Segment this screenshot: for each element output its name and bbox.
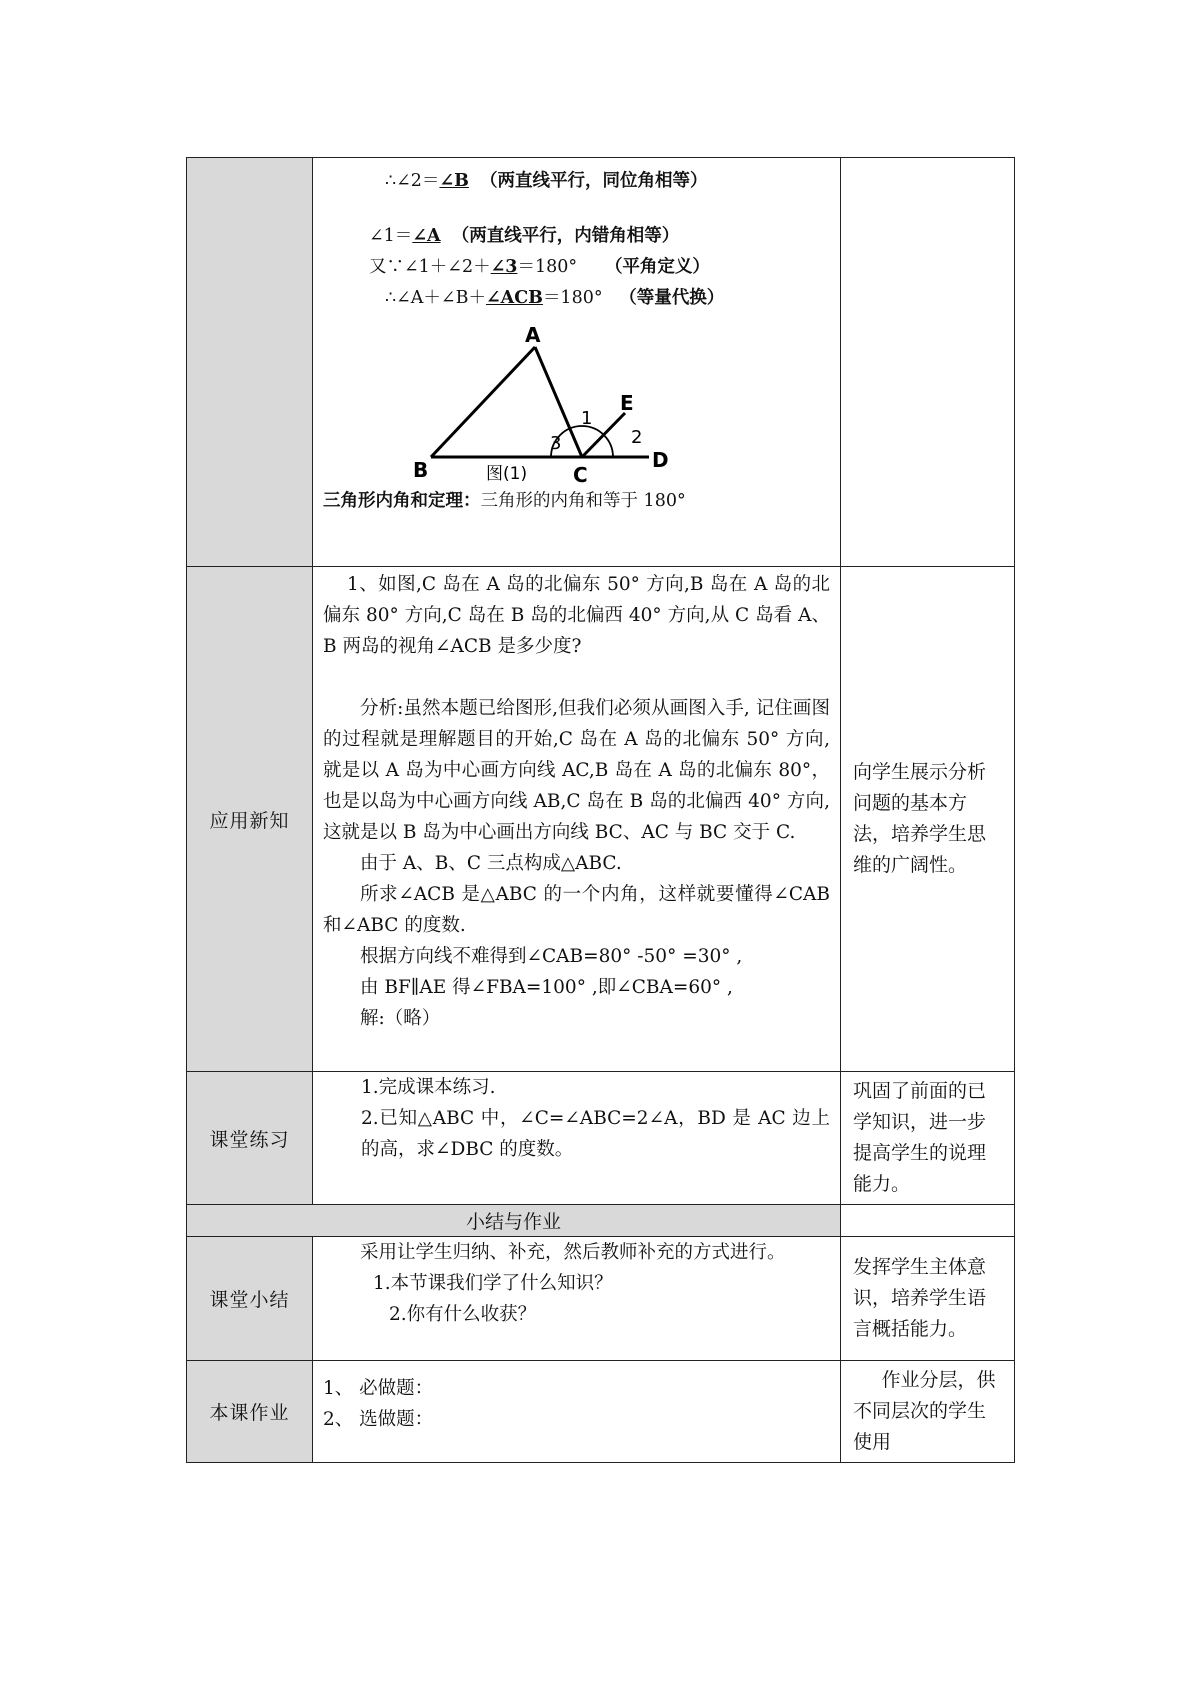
proof-line-3: 又∵∠1＋∠2＋∠3＝180° （平角定义） <box>369 257 710 277</box>
theorem-line <box>313 486 840 517</box>
label-e: E <box>620 391 634 415</box>
apply-row <box>187 567 1015 1072</box>
apply-question: 1、如图,C 岛在 A 岛的北偏东 50° 方向,B 岛在 A 岛的北偏东 80° 方向,C 岛在 B 岛的北偏西 40° 方向,从 C 岛看 A、B 两岛的视角∠ACB 是多少度? <box>323 574 830 657</box>
summary-label: 课堂小结 <box>187 1237 313 1361</box>
theorem-text: 三角形的内角和等于 180° <box>480 491 686 511</box>
practice-content <box>313 1072 841 1205</box>
proof-row <box>187 158 1015 567</box>
homework-label: 本课作业 <box>187 1361 313 1463</box>
apply-label: 应用新知 <box>187 567 313 1072</box>
apply-step-5: 解:（略） <box>360 1008 441 1029</box>
section-empty-cell <box>841 1205 1015 1237</box>
section-title: 小结与作业 <box>187 1205 841 1237</box>
angle-label-2: 2 <box>631 427 643 448</box>
section-row <box>187 1205 1015 1237</box>
apply-content <box>313 567 841 1072</box>
label-b: B <box>413 458 429 482</box>
practice-row <box>187 1072 1015 1205</box>
figure-caption: 图(1) <box>486 464 528 484</box>
homework-note: 作业分层，供不同层次的学生使用 <box>841 1361 1015 1463</box>
practice-label: 课堂练习 <box>187 1072 313 1205</box>
apply-note: 向学生展示分析问题的基本方法，培养学生思维的广阔性。 <box>841 567 1015 1072</box>
summary-intro: 采用让学生归纳、补充，然后教师补充的方式进行。 <box>360 1242 786 1263</box>
proof-cell <box>313 158 841 567</box>
apply-step-1: 由于 A、B、C 三点构成△ABC. <box>360 853 622 874</box>
practice-note: 巩固了前面的已学知识，进一步提高学生的说理能力。 <box>841 1072 1015 1205</box>
proof-label-cell <box>187 158 313 567</box>
angle-label-3: 3 <box>550 433 562 454</box>
label-c: C <box>573 463 588 484</box>
lesson-plan-table <box>186 157 1015 1463</box>
homework-item-1: 1、 必做题： <box>323 1378 434 1399</box>
apply-step-4: 由 BF∥AE 得∠FBA=100° ,即∠CBA=60° , <box>360 977 733 998</box>
summary-q1: 1.本节课我们学了什么知识？ <box>373 1273 613 1294</box>
proof-line-1: ∴∠2＝∠B （两直线平行，同位角相等） <box>385 171 708 191</box>
apply-analysis: 分析:虽然本题已给图形,但我们必须从画图入手, 记住画图的过程就是理解题目的开始,C 岛在 A 岛的北偏东 50° 方向,就是以 A 岛为中心画方向线 AC,B 岛在 A 岛的北偏东 80°，也是以岛为中心画方向线 AB,C 岛在 B 岛的北偏西 40° 方向,这就是以 B 岛为中心画出方向线 BC、AC 与 BC 交于 C. <box>323 698 830 843</box>
homework-content <box>313 1361 841 1463</box>
practice-item-1: 1.完成课本练习. <box>361 1077 496 1098</box>
summary-note: 发挥学生主体意识，培养学生语言概括能力。 <box>841 1237 1015 1361</box>
angle-label-1: 1 <box>581 408 593 429</box>
proof-note-cell <box>841 158 1015 567</box>
apply-step-2: 所求∠ACB 是△ABC 的一个内角，这样就要懂得∠CAB 和∠ABC 的度数. <box>323 884 830 936</box>
summary-q2: 2.你有什么收获？ <box>389 1304 537 1325</box>
homework-row <box>187 1361 1015 1463</box>
side-ab <box>431 347 535 457</box>
practice-item-2: 2.已知△ABC 中，∠C=∠ABC=2∠A，BD 是 AC 边上的高，求∠DBC 的度数。 <box>361 1108 830 1160</box>
apply-step-3: 根据方向线不难得到∠CAB=80° -50° =30° , <box>360 946 743 967</box>
summary-content <box>313 1237 841 1361</box>
label-a: A <box>525 323 541 347</box>
triangle-figure <box>313 314 841 484</box>
summary-row <box>187 1237 1015 1361</box>
proof-line-2: ∠1＝∠A （两直线平行，内错角相等） <box>369 226 680 246</box>
homework-item-2: 2、 选做题： <box>323 1409 434 1430</box>
proof-line-4: ∴∠A＋∠B＋∠ACB＝180° （等量代换） <box>385 288 725 308</box>
theorem-title: 三角形内角和定理： <box>323 491 481 511</box>
label-d: D <box>652 448 669 472</box>
